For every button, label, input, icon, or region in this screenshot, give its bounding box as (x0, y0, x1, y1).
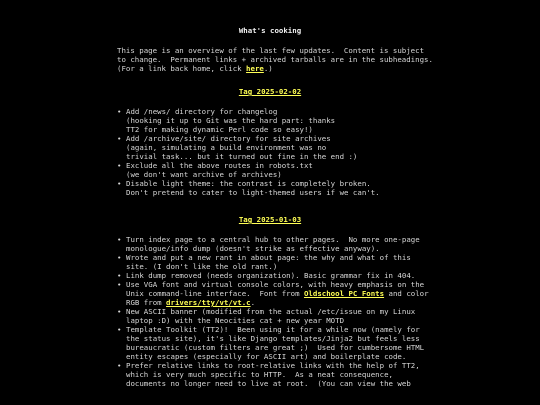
item-text: Unix command-line interface. Font from (126, 289, 304, 298)
item-line: monologue/info dump (doesn't strike as effective anyway). (126, 244, 380, 253)
list-item (117, 280, 429, 307)
list-item (117, 325, 425, 361)
item-text: . (250, 298, 256, 307)
list-item (117, 361, 420, 388)
item-line: Don't pretend to cater to light-themed users if we can't. (126, 188, 380, 197)
item-line: TT2 for making dynamic Perl code so easy!) (126, 125, 313, 134)
intro-line: to change. Permanent links + archived tarballs are in the subheadings. (117, 55, 433, 64)
item-line: (again, simulating a build environment was no (126, 143, 327, 152)
item-line: bureaucratic (custom filters are great ;) Used for cumbersome HTML (126, 343, 425, 352)
list-item (117, 179, 417, 197)
item-line: Exclude all the above routes in robots.txt (126, 161, 313, 170)
item-line: New ASCII banner (modified from the actual /etc/issue on my Linux (126, 307, 416, 316)
list-item (117, 253, 417, 271)
bullet-icon: • (117, 253, 122, 262)
changelog-list (117, 235, 429, 388)
list-item (117, 161, 417, 179)
item-text: and color (384, 289, 429, 298)
item-line: (hooking it up to Git was the hard part: thanks (126, 116, 336, 125)
intro-text: .) (263, 64, 273, 73)
item-line: Add /news/ directory for changelog (126, 107, 278, 116)
item-line: Template Toolkit (TT2)! Been using it for a while now (namely for (126, 325, 420, 334)
item-line: Link dump removed (needs organization). Basic grammar fix in 404. (126, 271, 416, 280)
item-line (126, 289, 429, 298)
item-line: site. (I don't like the old rant.) (126, 262, 278, 271)
bullet-icon: • (117, 107, 122, 116)
bullet-icon: • (117, 179, 122, 188)
bullet-icon: • (117, 235, 122, 244)
bullet-icon: • (117, 271, 122, 280)
item-line (126, 298, 417, 307)
item-line: trivial task... but it turned out fine in the end :) (126, 152, 358, 161)
list-item (117, 235, 420, 253)
item-line: entity escapes (especially for ASCII art) and boilerplate code. (126, 352, 407, 361)
item-line: Turn index page to a central hub to other pages. No more one-page (126, 235, 420, 244)
bullet-icon: • (117, 134, 122, 143)
font-link[interactable]: Oldschool PC Fonts (303, 289, 385, 298)
item-line: the status site), it's like Django templates/Jinja2 but feels less (126, 334, 420, 343)
item-line: Use VGA font and virtual console colors, with heavy emphasis on the (126, 280, 425, 289)
tag-link[interactable]: Tag 2025-02-02 (238, 87, 302, 96)
list-item (117, 134, 417, 161)
home-link[interactable]: here (246, 64, 264, 73)
item-text: RGB from (126, 298, 167, 307)
bullet-icon: • (117, 307, 122, 316)
bullet-icon: • (117, 280, 122, 289)
item-line: documents no longer need to live at root. (You can view the web (126, 379, 411, 388)
item-line: (we don't want archive of archives) (126, 170, 282, 179)
list-item (117, 307, 417, 325)
tag-heading (0, 87, 540, 96)
item-line: laptop :D) with the Neocities cat + new year MOTD (126, 316, 345, 325)
item-line: Wrote and put a new rant in about page: the why and what of this (126, 253, 411, 262)
intro-text: (For a link back home, click (117, 64, 247, 73)
tag-heading (0, 215, 540, 224)
item-line: Disable light theme: the contrast is completely broken. (126, 179, 371, 188)
tag-link[interactable]: Tag 2025-01-03 (238, 215, 302, 224)
vt-source-link[interactable]: drivers/tty/vt/vt.c (166, 298, 251, 307)
bullet-icon: • (117, 361, 122, 370)
page-title: What's cooking (238, 26, 302, 35)
item-line: Add /archive/site/ directory for site archives (126, 134, 331, 143)
list-item (117, 107, 417, 134)
list-item (117, 271, 417, 280)
item-line: Prefer relative links to root-relative links with the help of TT2, (126, 361, 420, 370)
changelog-list (117, 107, 417, 197)
bullet-icon: • (117, 161, 122, 170)
intro-line (117, 64, 437, 73)
intro-paragraph (117, 46, 437, 73)
intro-line: This page is an overview of the last few updates. Content is subject (117, 46, 425, 55)
bullet-icon: • (117, 325, 122, 334)
item-line: which is very much specific to HTTP. As a neat consequence, (126, 370, 393, 379)
